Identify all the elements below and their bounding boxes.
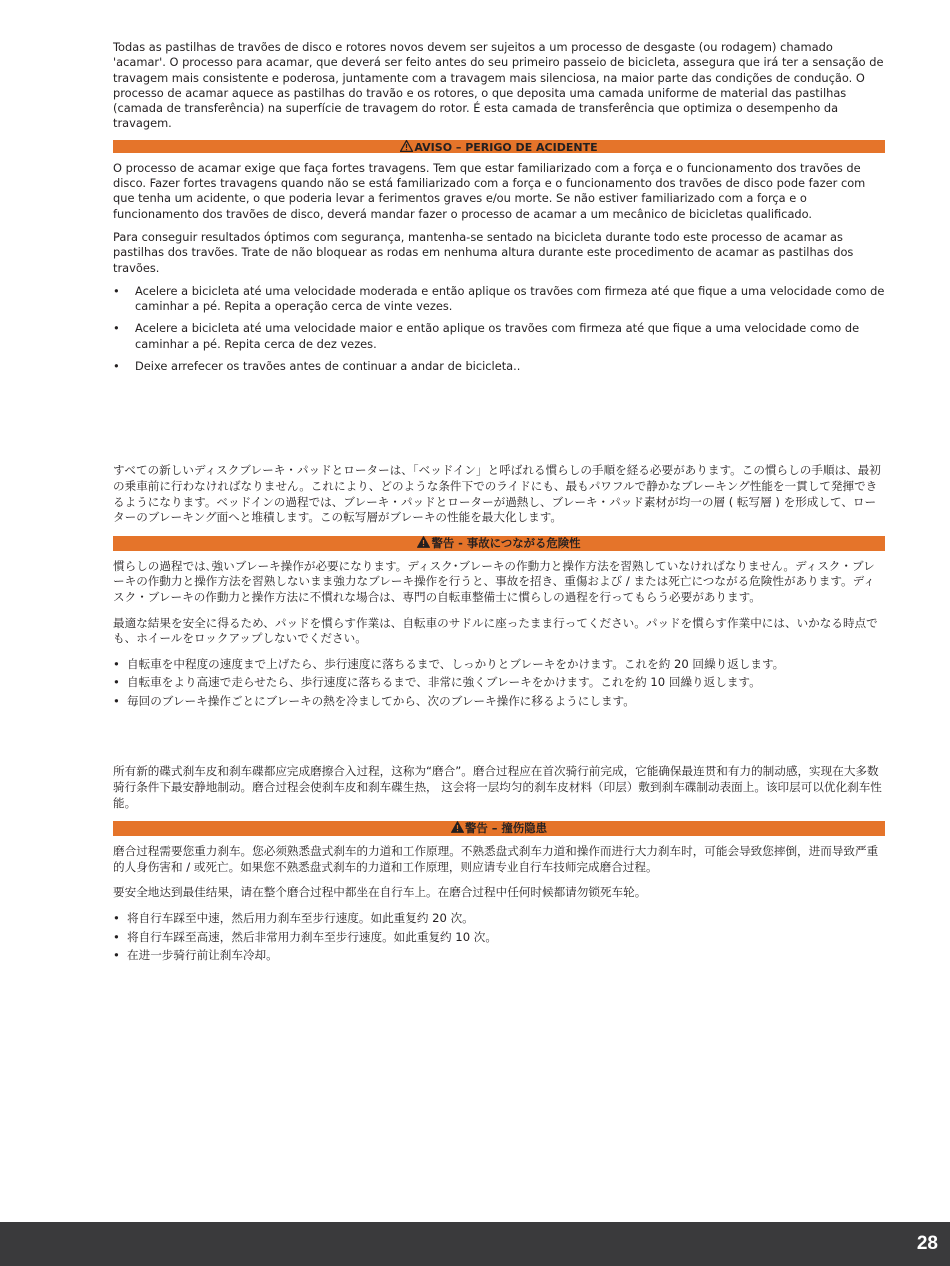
ja-warning-banner	[113, 536, 885, 551]
list-item	[113, 359, 885, 374]
zh-intro-paragraph: 所有新的碟式刹车皮和刹车碟都应完成磨擦合入过程，这称为“磨合”。磨合过程应在首次骑行前完成，它能确保最连贯和有力的制动感，实现在大多数骑行条件下最安静地制动。磨合过程会使刹车皮和刹车碟生热， 这会将一层均匀的刹车皮材料（印层）敷到刹车碟制动表面上。该印层可以优化刹车性能。	[113, 764, 882, 810]
list-item	[113, 284, 885, 315]
page-content	[113, 40, 885, 967]
bullet-icon: •	[113, 675, 120, 690]
bullet-icon: •	[113, 359, 120, 374]
zh-warning-banner	[113, 821, 885, 836]
warning-triangle-icon	[417, 536, 430, 548]
list-item	[113, 694, 885, 710]
bullet-icon: •	[113, 321, 120, 336]
page-number: 28	[916, 1233, 938, 1254]
pt-intro-paragraph: Todas as pastilhas de travões de disco e rotores novos devem ser sujeitos a um processo de desgaste (ou rodagem) chamado 'acamar'. O processo para acamar, que deverá ser feito antes do seu primeiro passeio de bicicleta, assegura que irá ter a sensação de travagem mais consistente e poderosa, juntamente com a travagem mais silenciosa, na maior parte das condições de condução. O processo de acamar aquece as pastilhas do travão e os rotores, o que deposita uma camada uniforme de material das pastilhas (camada de transferência) na superfície de travagem do rotor. É esta camada de transferência que optimiza o desempenho da travagem.	[113, 40, 884, 131]
ja-instructions: 最適な結果を安全に得るため、パッドを慣らす作業は、自転車のサドルに座ったまま行ってください。パッドを慣らす作業中には、いかなる時点でも、ホイールをロックアップしないでください。	[113, 615, 878, 646]
ja-intro-paragraph: すべての新しいディスクブレーキ・パッドとローターは、「ベッドイン」と呼ばれる慣らしの手順を経る必要があります。この慣らしの手順は、最初の乗車前に行わなければなりません。これにより、どのような条件下でのライドにも、最もパワフルで静かなブレーキング性能を一貫して発揮できるようになります。ベッドインの過程では、ブレーキ・パッドとローターが過熱し、ブレーキ・パッド素材が均一の層 ( 転写層 ) を形成して、ローターのブレーキング面へと堆積します。この転写層がブレーキの性能を最大化します。	[113, 463, 881, 525]
section-chinese	[113, 764, 885, 963]
ja-warning-title: 警告 - 事故につながる危険性	[431, 535, 581, 550]
list-item-text: 将自行车踩至高速，然后非常用力刹车至步行速度。如此重复约 10 次。	[127, 929, 497, 944]
ja-bullet-list	[113, 657, 885, 710]
pt-warning-title: AVISO – PERIGO DE ACIDENTE	[414, 140, 598, 154]
bullet-icon: •	[113, 693, 120, 708]
section-portuguese	[113, 40, 885, 374]
list-item	[113, 948, 885, 964]
pt-warning-text: O processo de acamar exige que faça fortes travagens. Tem que estar familiarizado com a força e o funcionamento dos travões de disco. Fazer fortes travagens quando não se está familiarizado com a força e o funcionamento dos travões de disco pode fazer com que tenha um acidente, o que poderia levar a ferimentos graves e/ou morte. Se não estiver familiarizado com a força e o funcionamento dos travões de disco, deverá mandar fazer o processo de acamar a um mecânico de bicicletas qualificado.	[113, 160, 866, 221]
ja-warning-text: 慣らしの過程では､強いブレーキ操作が必要になります。ディスク･ブレーキの作動力と操作方法を習熟していなければなりません。ディスク・ブレーキの作動力と操作方法を習熟しないまま強力なブレーキ操作を行うと、事故を招き、重傷および / または死亡につながる危険性があります。ディスク・ブレーキの作動力と操作方法に不慣れな場合は、専門の自転車整備士に慣らしの過程を行ってもらう必要があります。	[113, 558, 875, 604]
list-item	[113, 911, 885, 927]
list-item	[113, 930, 885, 946]
pt-bullet-list	[113, 284, 885, 374]
section-spacer	[113, 712, 885, 764]
list-item-text: 毎回のブレーキ操作ごとにブレーキの熱を冷ましてから、次のブレーキ操作に移るようにします。	[127, 693, 635, 708]
zh-warning-title: 警告 – 撞伤隐患	[465, 821, 547, 836]
bullet-icon: •	[113, 283, 120, 298]
page-footer	[0, 1222, 950, 1266]
pt-instructions: Para conseguir resultados óptimos com segurança, mantenha-se sentado na bicicleta durante todo este processo de acamar as pastilhas dos travões. Trate de não bloquear as rodas em nenhuma altura durante este procedimento de acamar as pastilhas dos travões.	[113, 229, 854, 275]
list-item-text: Deixe arrefecer os travões antes de continuar a andar de bicicleta..	[135, 359, 521, 374]
list-item-text: 将自行车踩至中速，然后用力刹车至步行速度。如此重复约 20 次。	[127, 911, 474, 926]
list-item	[113, 321, 885, 352]
list-item-text: 在进一步骑行前让刹车冷却。	[127, 948, 278, 963]
bullet-icon: •	[113, 929, 120, 944]
section-japanese	[113, 463, 885, 709]
list-item-text: Acelere a bicicleta até uma velocidade moderada e então aplique os travões com firmeza até que fique a uma velocidade como de caminhar a pé. Repita a operação cerca de vinte vezes.	[135, 283, 885, 314]
zh-bullet-list	[113, 911, 885, 964]
list-item-text: Acelere a bicicleta até uma velocidade maior e então aplique os travões com firmeza até que fique a uma velocidade como de caminhar a pé. Repita cerca de dez vezes.	[135, 321, 860, 351]
bullet-icon: •	[113, 656, 120, 671]
list-item	[113, 675, 885, 691]
pt-warning-banner	[113, 140, 885, 153]
zh-warning-text: 磨合过程需要您重力刹车。您必须熟悉盘式刹车的力道和工作原理。不熟悉盘式刹车力道和操作而进行大力刹车时，可能会导致您摔倒，进而导致严重的人身伤害和 / 或死亡。如果您不熟悉盘式刹车的力道和工作原理，则应请专业自行车技师完成磨合过程。	[113, 844, 879, 874]
zh-instructions: 要安全地达到最佳结果，请在整个磨合过程中都坐在自行车上。在磨合过程中任何时候都请勿锁死车轮。	[113, 885, 647, 900]
list-item-text: 自転車を中程度の速度まで上げたら、歩行速度に落ちるまで、しっかりとブレーキをかけます。これを約 20 回繰り返します。	[127, 656, 785, 671]
list-item-text: 自転車をより高速で走らせたら、歩行速度に落ちるまで、非常に強くブレーキをかけます。これを約 10 回繰り返します。	[127, 675, 761, 690]
bullet-icon: •	[113, 948, 120, 963]
list-item	[113, 657, 885, 673]
warning-triangle-icon	[451, 821, 464, 833]
section-spacer	[113, 381, 885, 463]
warning-triangle-icon	[400, 140, 413, 152]
bullet-icon: •	[113, 911, 120, 926]
